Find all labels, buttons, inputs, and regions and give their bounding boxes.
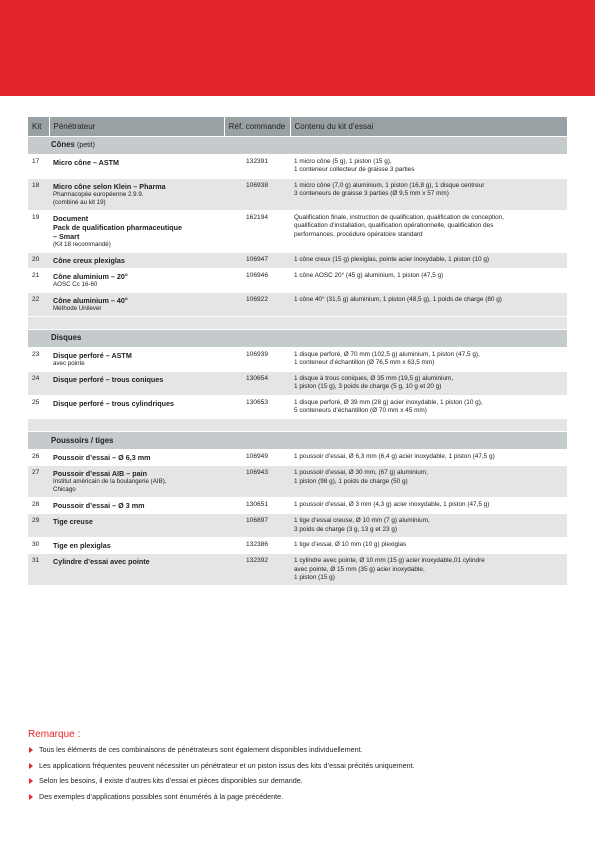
penetrateur-title: Cylindre d’essai avec pointe xyxy=(53,557,150,567)
penetrateur-cell xyxy=(49,498,224,514)
remark-item xyxy=(28,746,568,755)
order-reference: 106949 xyxy=(224,450,290,466)
penetrateur-subtitle: Institut américain de la boulangerie (AIB), xyxy=(53,478,167,486)
table-row xyxy=(28,498,567,514)
section-row xyxy=(28,432,567,450)
kit-content-line: 1 disque à trous coniques, Ø 35 mm (19,5 g) aluminium, xyxy=(294,374,454,382)
kit-content-cell xyxy=(290,538,567,554)
order-reference: 106938 xyxy=(224,178,290,210)
order-reference: 132392 xyxy=(224,554,290,586)
table-row xyxy=(28,210,567,252)
kit-content-cell xyxy=(290,268,567,292)
remark-text: Des exemples d’applications possibles sont énumérés à la page précédente. xyxy=(39,791,284,801)
kit-content-line: 1 poussoir d’essai, Ø 30 mm, (67 g) aluminium, xyxy=(294,469,428,477)
remark-text: Les applications fréquentes peuvent nécessiter un pénétrateur et un piston issus des kits d’essai précités uniquement. xyxy=(39,760,415,770)
order-reference: 130651 xyxy=(224,498,290,514)
remark-text: Tous les éléments de ces combinaisons de pénétrateurs sont également disponibles individuellement. xyxy=(39,745,363,754)
kit-number: 28 xyxy=(28,498,49,514)
section-spacer-row xyxy=(28,316,567,329)
penetrateur-title: Poussoir d’essai – Ø 3 mm xyxy=(53,501,145,511)
section-subtitle: (petit) xyxy=(77,141,95,149)
kit-content-line: 1 cylindre avec pointe, Ø 10 mm (15 g) acier inoxydable,01 cylindre xyxy=(294,557,485,565)
remark-list xyxy=(28,746,568,801)
table-row xyxy=(28,268,567,292)
section-cell xyxy=(28,137,567,155)
order-reference: 106946 xyxy=(224,268,290,292)
penetrateur-title: Disque perforé – ASTM xyxy=(53,350,132,360)
kit-content-line: qualification d’installation, qualification opérationnelle, qualification des xyxy=(294,222,494,230)
kit-content-cell xyxy=(290,450,567,466)
penetrateur-cell xyxy=(49,178,224,210)
kit-content-cell xyxy=(290,466,567,498)
table-row xyxy=(28,292,567,316)
kit-content-line: 1 poussoir d’essai, Ø 3 mm (4,3 g) acier inoxydable, 1 piston (47,5 g) xyxy=(294,501,490,509)
kit-number: 19 xyxy=(28,210,49,252)
kit-content-cell xyxy=(290,210,567,252)
penetrateur-cell xyxy=(49,155,224,179)
section-row xyxy=(28,329,567,347)
kit-number: 29 xyxy=(28,514,49,538)
penetrateur-title: Tige en plexiglas xyxy=(53,541,111,551)
order-reference: 130654 xyxy=(224,371,290,395)
penetrateur-cell xyxy=(49,252,224,268)
table-row xyxy=(28,347,567,371)
bullet-arrow-icon xyxy=(29,794,33,800)
penetrateur-cell xyxy=(49,450,224,466)
header-banner xyxy=(0,0,595,96)
kit-content-line: 1 disque perforé, Ø 39 mm (28 g) acier inoxydable, 1 piston (10 g), xyxy=(294,398,483,406)
table-row xyxy=(28,450,567,466)
penetrateur-cell xyxy=(49,514,224,538)
order-reference: 106943 xyxy=(224,466,290,498)
kit-number: 31 xyxy=(28,554,49,586)
penetrateur-title: – Smart xyxy=(53,231,80,241)
kit-content-line: 5 conteneurs d’échantillon (Ø 70 mm x 45 mm) xyxy=(294,407,427,415)
table-row xyxy=(28,155,567,179)
kit-content-line: 1 conteneur d’échantillon (Ø 76,5 mm x 63,5 mm) xyxy=(294,359,435,367)
section-title: Disques xyxy=(51,333,82,343)
penetrateur-title: Cône creux plexiglas xyxy=(53,255,125,265)
table-row xyxy=(28,395,567,419)
order-reference: 130653 xyxy=(224,395,290,419)
kit-number: 18 xyxy=(28,178,49,210)
kit-content-line: 1 conteneur collecteur de graisse 3 parties xyxy=(294,166,415,174)
table-row xyxy=(28,466,567,498)
kit-content-line: 3 conteneurs de graisse 3 parties (Ø 9,5 mm x 57 mm) xyxy=(294,190,449,198)
penetrateur-cell xyxy=(49,538,224,554)
kit-content-cell xyxy=(290,292,567,316)
kit-content-cell xyxy=(290,178,567,210)
spacer-cell xyxy=(28,419,567,432)
penetrateur-cell xyxy=(49,395,224,419)
kit-content-line: 1 cône creux (15 g) plexiglas, pointe acier inoxydable, 1 piston (10 g) xyxy=(294,255,490,263)
spacer-cell xyxy=(28,316,567,329)
kit-number: 27 xyxy=(28,466,49,498)
penetrateur-title: Document xyxy=(53,213,89,223)
column-header-kit: Kit xyxy=(28,117,49,137)
kit-content-cell xyxy=(290,498,567,514)
remark-item xyxy=(28,762,568,771)
kit-table xyxy=(28,117,567,585)
penetrateur-title: Tige creuse xyxy=(53,517,93,527)
kit-number: 21 xyxy=(28,268,49,292)
penetrateur-title: Micro cône – ASTM xyxy=(53,158,120,167)
kit-content-cell xyxy=(290,514,567,538)
kit-content-line: 1 tige d’essai creuse, Ø 10 mm (7 g) aluminium, xyxy=(294,517,430,525)
order-reference: 106922 xyxy=(224,292,290,316)
order-reference: 106947 xyxy=(224,252,290,268)
table-body xyxy=(28,137,567,586)
bullet-arrow-icon xyxy=(29,747,33,753)
penetrateur-cell xyxy=(49,554,224,586)
kit-number: 22 xyxy=(28,292,49,316)
table-row xyxy=(28,538,567,554)
kit-content-line: avec pointe, Ø 15 mm (35 g) acier inoxydable, xyxy=(294,565,425,573)
penetrateur-title: Pack de qualification pharmaceutique xyxy=(53,222,183,232)
section-cell xyxy=(28,329,567,347)
kit-number: 30 xyxy=(28,538,49,554)
section-row xyxy=(28,137,567,155)
order-reference: 106897 xyxy=(224,514,290,538)
kit-number: 24 xyxy=(28,371,49,395)
remark-block xyxy=(28,729,568,808)
bullet-arrow-icon xyxy=(29,778,33,784)
penetrateur-cell xyxy=(49,347,224,371)
section-spacer-row xyxy=(28,419,567,432)
penetrateur-title: Cône aluminium – 20° xyxy=(53,271,128,281)
table-header-row xyxy=(28,117,567,137)
section-cell xyxy=(28,432,567,450)
kit-content-cell xyxy=(290,554,567,586)
penetrateur-subtitle: (combiné au kit 19) xyxy=(53,198,106,206)
kit-content-line: 1 poussoir d’essai, Ø 6,3 mm (6,4 g) acier inoxydable, 1 piston (47,5 g) xyxy=(294,453,495,461)
penetrateur-subtitle: Pharmacopée européenne 2.9.9. xyxy=(53,190,144,198)
order-reference: 132386 xyxy=(224,538,290,554)
bullet-arrow-icon xyxy=(29,763,33,769)
order-reference: 162194 xyxy=(224,210,290,252)
order-reference: 132391 xyxy=(224,155,290,179)
kit-content-cell xyxy=(290,155,567,179)
penetrateur-subtitle: AOSC Cc 16-60 xyxy=(53,280,98,288)
kit-content-line: 1 tige d’essai, Ø 10 mm (10 g) plexiglas xyxy=(294,541,407,549)
kit-content-line: 1 piston (15 g) xyxy=(294,574,335,582)
kit-content-line: 1 piston (15 g), 3 poids de charge (5 g, 10 g et 20 g) xyxy=(294,383,442,391)
kit-content-cell xyxy=(290,347,567,371)
penetrateur-cell xyxy=(49,292,224,316)
section-title: Poussoirs / tiges xyxy=(51,435,114,445)
column-header-ref: Réf. commande xyxy=(224,117,290,137)
kit-content-line: 1 micro cône (5 g), 1 piston (15 g), xyxy=(294,158,392,165)
penetrateur-title: Disque perforé – trous coniques xyxy=(53,374,164,384)
kit-content-line: 3 poids de charge (3 g, 13 g et 23 g) xyxy=(294,525,398,533)
penetrateur-title: Micro cône selon Klein – Pharma xyxy=(53,181,166,191)
table-row xyxy=(28,178,567,210)
penetrateur-subtitle: Chicago xyxy=(53,486,76,494)
penetrateur-cell xyxy=(49,210,224,252)
table-row xyxy=(28,252,567,268)
kit-number: 25 xyxy=(28,395,49,419)
remark-text: Selon les besoins, il existe d’autres kits d’essai et pièces disponibles sur demande. xyxy=(39,776,303,786)
penetrateur-title: Poussoir d’essai AIB – pain xyxy=(53,469,147,479)
kit-content-line: Qualification finale, instruction de qualification, qualification de conception, xyxy=(294,213,504,221)
section-title: Cônes xyxy=(51,139,75,149)
kit-content-line: 1 micro cône (7,0 g) aluminium, 1 piston (16,8 g), 1 disque centreur xyxy=(294,181,485,189)
table-row xyxy=(28,371,567,395)
kit-content-cell xyxy=(290,252,567,268)
penetrateur-subtitle: (Kit 18 recommandé) xyxy=(53,240,111,248)
column-header-contenu: Contenu du kit d’essai xyxy=(290,117,567,137)
penetrateur-cell xyxy=(49,371,224,395)
penetrateur-subtitle: avec pointe xyxy=(53,359,85,367)
kit-content-line: 1 cône AOSC 20° (45 g) aluminium, 1 piston (47,5 g) xyxy=(294,271,444,279)
kit-content-line: performances, procédure opératoire standard xyxy=(294,230,423,238)
kit-content-cell xyxy=(290,371,567,395)
order-reference: 106939 xyxy=(224,347,290,371)
penetrateur-subtitle: Méthode Unilever xyxy=(53,304,102,312)
kit-content-cell xyxy=(290,395,567,419)
kit-number: 26 xyxy=(28,450,49,466)
table-row xyxy=(28,514,567,538)
kit-number: 23 xyxy=(28,347,49,371)
kit-content-line: 1 disque perforé, Ø 70 mm (102,5 g) aluminium, 1 piston (47,5 g), xyxy=(294,350,480,358)
kit-number: 20 xyxy=(28,252,49,268)
kit-content-line: 1 cône 40° (31,5 g) aluminium, 1 piston (48,5 g), 1 poids de charge (80 g) xyxy=(294,295,502,303)
penetrateur-title: Poussoir d’essai – Ø 6,3 mm xyxy=(53,453,151,463)
kit-number: 17 xyxy=(28,155,49,179)
kit-content-line: 1 piston (98 g), 1 poids de charge (50 g) xyxy=(294,477,408,485)
remark-title: Remarque : xyxy=(28,729,81,740)
column-header-penetrateur: Pénétrateur xyxy=(49,117,224,137)
penetrateur-title: Disque perforé – trous cylindriques xyxy=(53,398,175,408)
table-row xyxy=(28,554,567,586)
penetrateur-cell xyxy=(49,268,224,292)
penetrateur-title: Cône aluminium – 40° xyxy=(53,295,128,305)
remark-item xyxy=(28,777,568,786)
remark-item xyxy=(28,793,568,802)
penetrateur-cell xyxy=(49,466,224,498)
